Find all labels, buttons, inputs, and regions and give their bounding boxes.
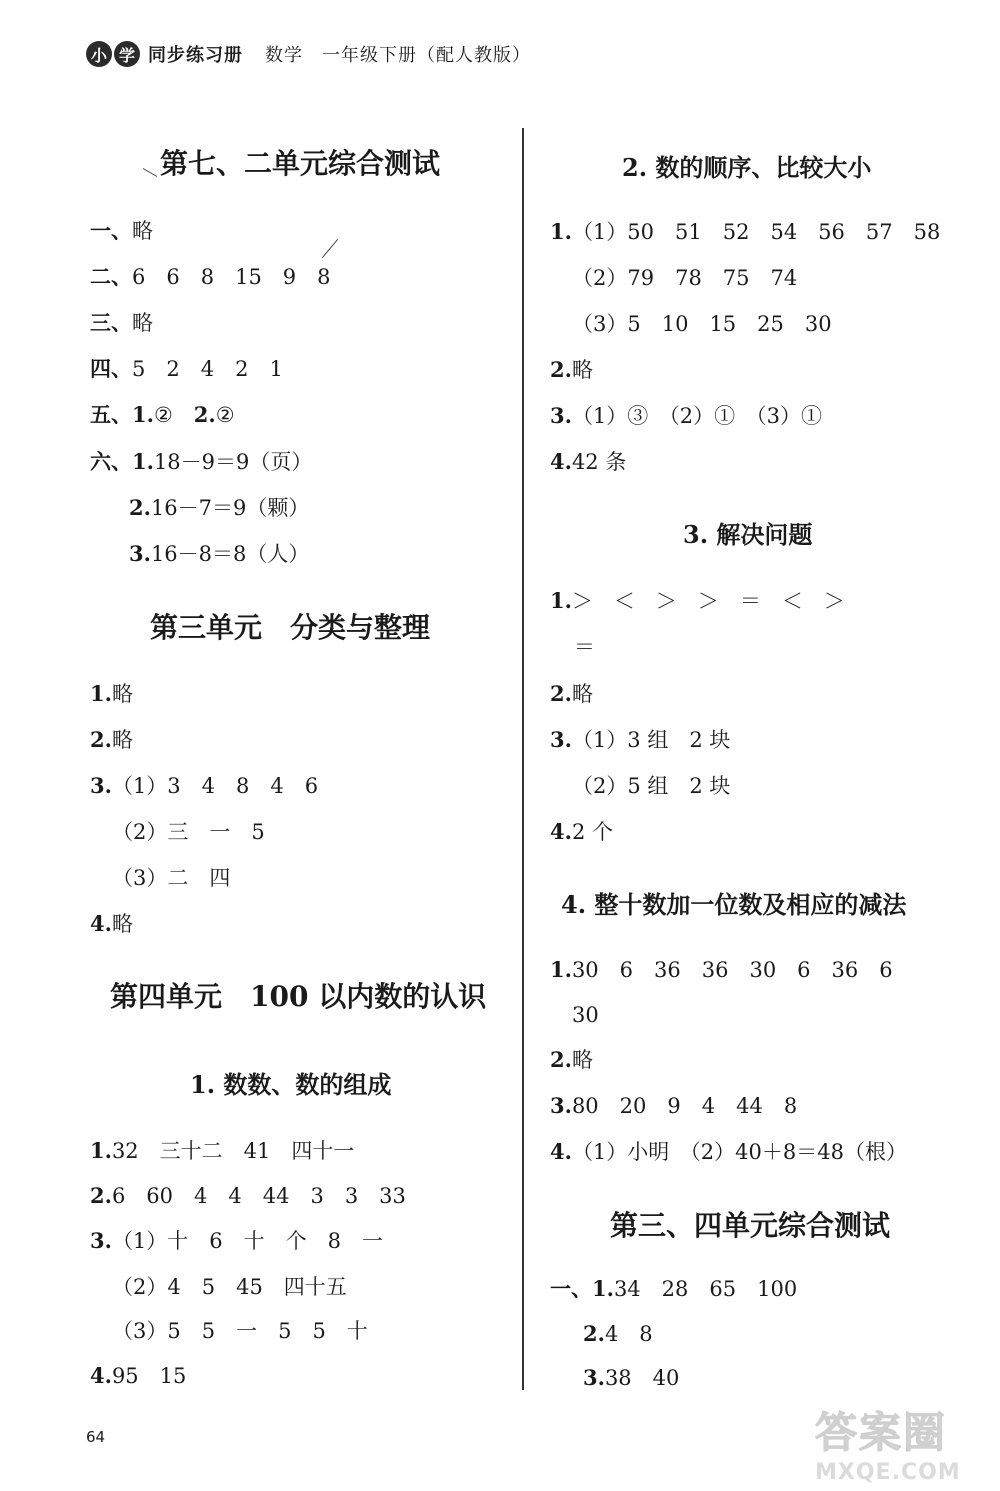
answer-line: 4.略 xyxy=(90,911,133,936)
answer-line: 2.略 xyxy=(550,1047,593,1072)
answer-line: 一、1.34 28 65 100 xyxy=(550,1276,798,1301)
answer-line: （2）5 组 2 块 xyxy=(572,774,731,798)
answer-line: 六、1.18－9＝9（页） xyxy=(90,449,313,474)
answer-line: （3）5 10 15 25 30 xyxy=(572,312,832,336)
answer-line: 3.80 20 9 4 44 8 xyxy=(550,1093,798,1118)
answer-line: （2）三 一 5 xyxy=(112,820,265,844)
answer-line: 3.38 40 xyxy=(583,1365,680,1390)
answer-line: 2.4 8 xyxy=(583,1321,653,1346)
answer-line: 3.（1）十 6 十 个 8 一 xyxy=(90,1228,384,1253)
answer-line: 1.（1）50 51 52 54 56 57 58 xyxy=(550,219,941,244)
answer-line: 一、略 xyxy=(90,218,153,243)
column-divider xyxy=(522,128,524,1390)
answer-line: 3.（1）③ （2）① （3）① xyxy=(550,403,823,428)
answer-line: 2.略 xyxy=(90,727,133,752)
section-title: 第三单元 分类与整理 xyxy=(150,611,431,644)
page-header xyxy=(86,38,531,70)
answer-line: 30 xyxy=(572,1003,599,1027)
answer-line: 五、1.② 2.② xyxy=(90,402,235,427)
book-logo xyxy=(86,41,140,67)
answer-line: 1.30 6 36 36 30 6 36 6 xyxy=(550,957,893,982)
pencil-mark xyxy=(322,239,338,258)
answer-line: 1.＞ ＜ ＞ ＞ ＝ ＜ ＞ xyxy=(550,588,845,613)
section-subtitle: 1. 数数、数的组成 xyxy=(190,1070,392,1099)
answer-line: 3.16－8＝8（人） xyxy=(129,541,310,566)
answer-line: 4.（1）小明 （2）40＋8＝48（根） xyxy=(550,1139,907,1164)
book-title: 同步练习册 xyxy=(148,45,243,66)
section-title: 2. 数的顺序、比较大小 xyxy=(622,153,872,182)
answer-line: 3.（1）3 组 2 块 xyxy=(550,727,731,752)
answer-line: 1.32 三十二 41 四十一 xyxy=(90,1138,355,1163)
answer-line: 4.2 个 xyxy=(550,819,613,844)
answer-line: 4.95 15 xyxy=(90,1363,187,1388)
page-number: 64 xyxy=(86,1428,106,1446)
answer-line: 2.略 xyxy=(550,357,593,382)
answer-line: 2.16－7＝9（颗） xyxy=(129,495,310,520)
book-subtitle: 数学 一年级下册（配人教版） xyxy=(265,45,531,66)
answer-line: （2）79 78 75 74 xyxy=(572,266,798,290)
section-title: 第三、四单元综合测试 xyxy=(610,1209,891,1242)
section-title: 4. 整十数加一位数及相应的减法 xyxy=(561,890,907,919)
section-title: 第四单元 100 以内数的认识 xyxy=(110,980,487,1013)
section-title: 3. 解决问题 xyxy=(683,520,813,549)
answer-line: （3）5 5 一 5 5 十 xyxy=(112,1319,368,1343)
logo-char-2: 学 xyxy=(114,41,140,67)
watermark-url: MXQE.COM xyxy=(815,1460,961,1485)
pencil-mark xyxy=(143,168,157,177)
answer-line: 四、5 2 4 2 1 xyxy=(90,356,283,381)
answer-line: 二、6 6 8 15 9 8 xyxy=(90,264,331,289)
answer-line: 1.略 xyxy=(90,681,133,706)
answer-line: 2.略 xyxy=(550,681,593,706)
answer-line: 2.6 60 4 4 44 3 3 33 xyxy=(90,1183,406,1208)
section-title: 第七、二单元综合测试 xyxy=(160,147,441,180)
answer-line: （2）4 5 45 四十五 xyxy=(112,1275,347,1299)
answer-line: （3）二 四 xyxy=(112,866,231,890)
answer-line: 3.（1）3 4 8 4 6 xyxy=(90,773,319,798)
answer-line: 4.42 条 xyxy=(550,449,627,474)
logo-char-1: 小 xyxy=(86,41,112,67)
answer-line: 三、略 xyxy=(90,310,153,335)
site-watermark xyxy=(815,1400,990,1485)
answer-line: ＝ xyxy=(574,635,595,659)
watermark-logo-text: 答案圈 xyxy=(815,1408,948,1457)
